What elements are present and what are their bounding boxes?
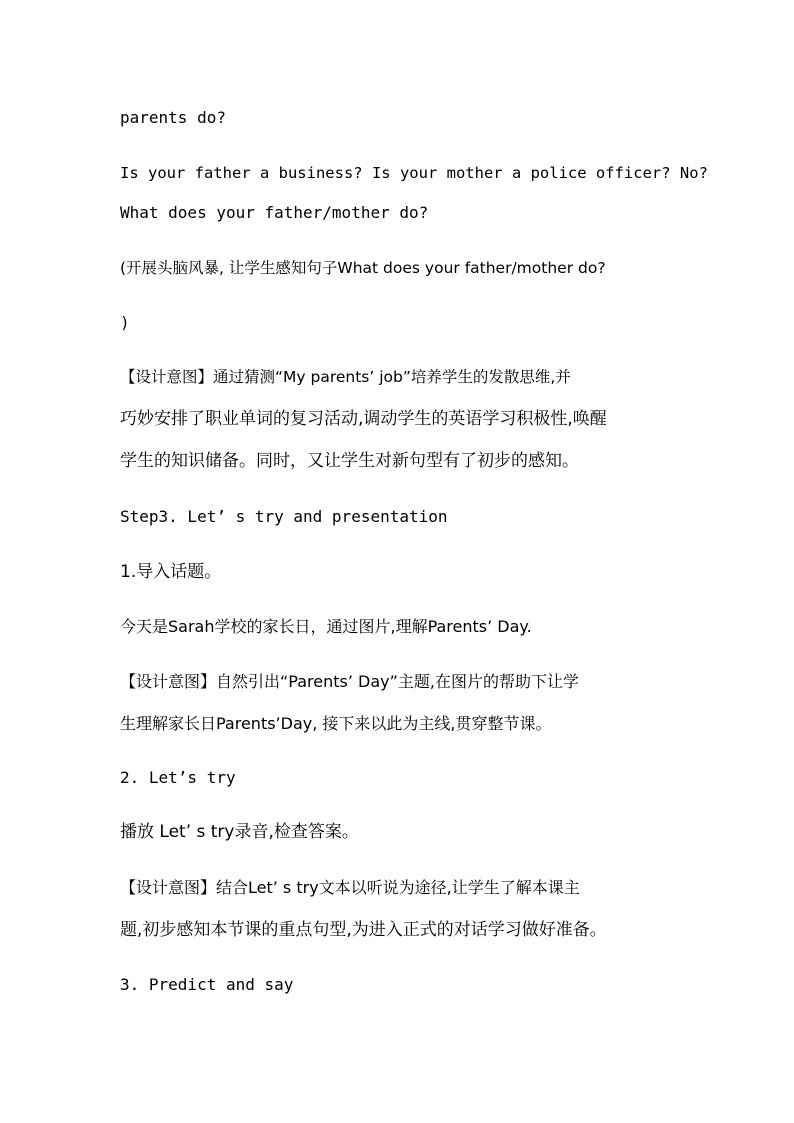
- text-line-play-recording: 播放 Let’ s try录音,检查答案。: [120, 822, 359, 842]
- text-line-5: ): [120, 313, 130, 332]
- design-intent-paragraph-3-line-1: 【设计意图】结合Let’ s try文本以听说为途径,让学生了解本课主: [120, 878, 580, 897]
- step-heading: Step3. Let’ s try and presentation: [120, 507, 448, 526]
- design-intent-paragraph-1-line-3: 学生的知识储备。同时，又让学生对新句型有了初步的感知。: [120, 451, 579, 471]
- text-line-1: parents do?: [120, 108, 226, 127]
- text-line-parents-day: 今天是Sarah学校的家长日，通过图片,理解Parents’ Day.: [120, 617, 532, 636]
- subheading-3: 3. Predict and say: [120, 975, 294, 994]
- text-line-2: Is your father a business? Is your mother a police officer? No?: [120, 164, 708, 182]
- subheading-1: 1.导入话题。: [120, 562, 222, 582]
- text-line-4: (开展头脑风暴, 让学生感知句子What does your father/mother do?: [120, 259, 606, 277]
- subheading-2: 2. Let’s try: [120, 768, 236, 787]
- text-line-3: What does your father/mother do?: [120, 203, 429, 222]
- design-intent-paragraph-3-line-2: 题,初步感知本节课的重点句型,为进入正式的对话学习做好准备。: [120, 920, 607, 940]
- design-intent-paragraph-2-line-2: 生理解家长日Parents’Day, 接下来以此为主线,贯穿整节课。: [120, 714, 552, 733]
- design-intent-paragraph-1-line-1: 【设计意图】通过猜测“My parents’ job”培养学生的发散思维,并: [120, 368, 571, 386]
- design-intent-paragraph-1-line-2: 巧妙安排了职业单词的复习活动,调动学生的英语学习积极性,唤醒: [120, 409, 607, 429]
- design-intent-paragraph-2-line-1: 【设计意图】自然引出“Parents’ Day”主题,在图片的帮助下让学: [120, 672, 579, 691]
